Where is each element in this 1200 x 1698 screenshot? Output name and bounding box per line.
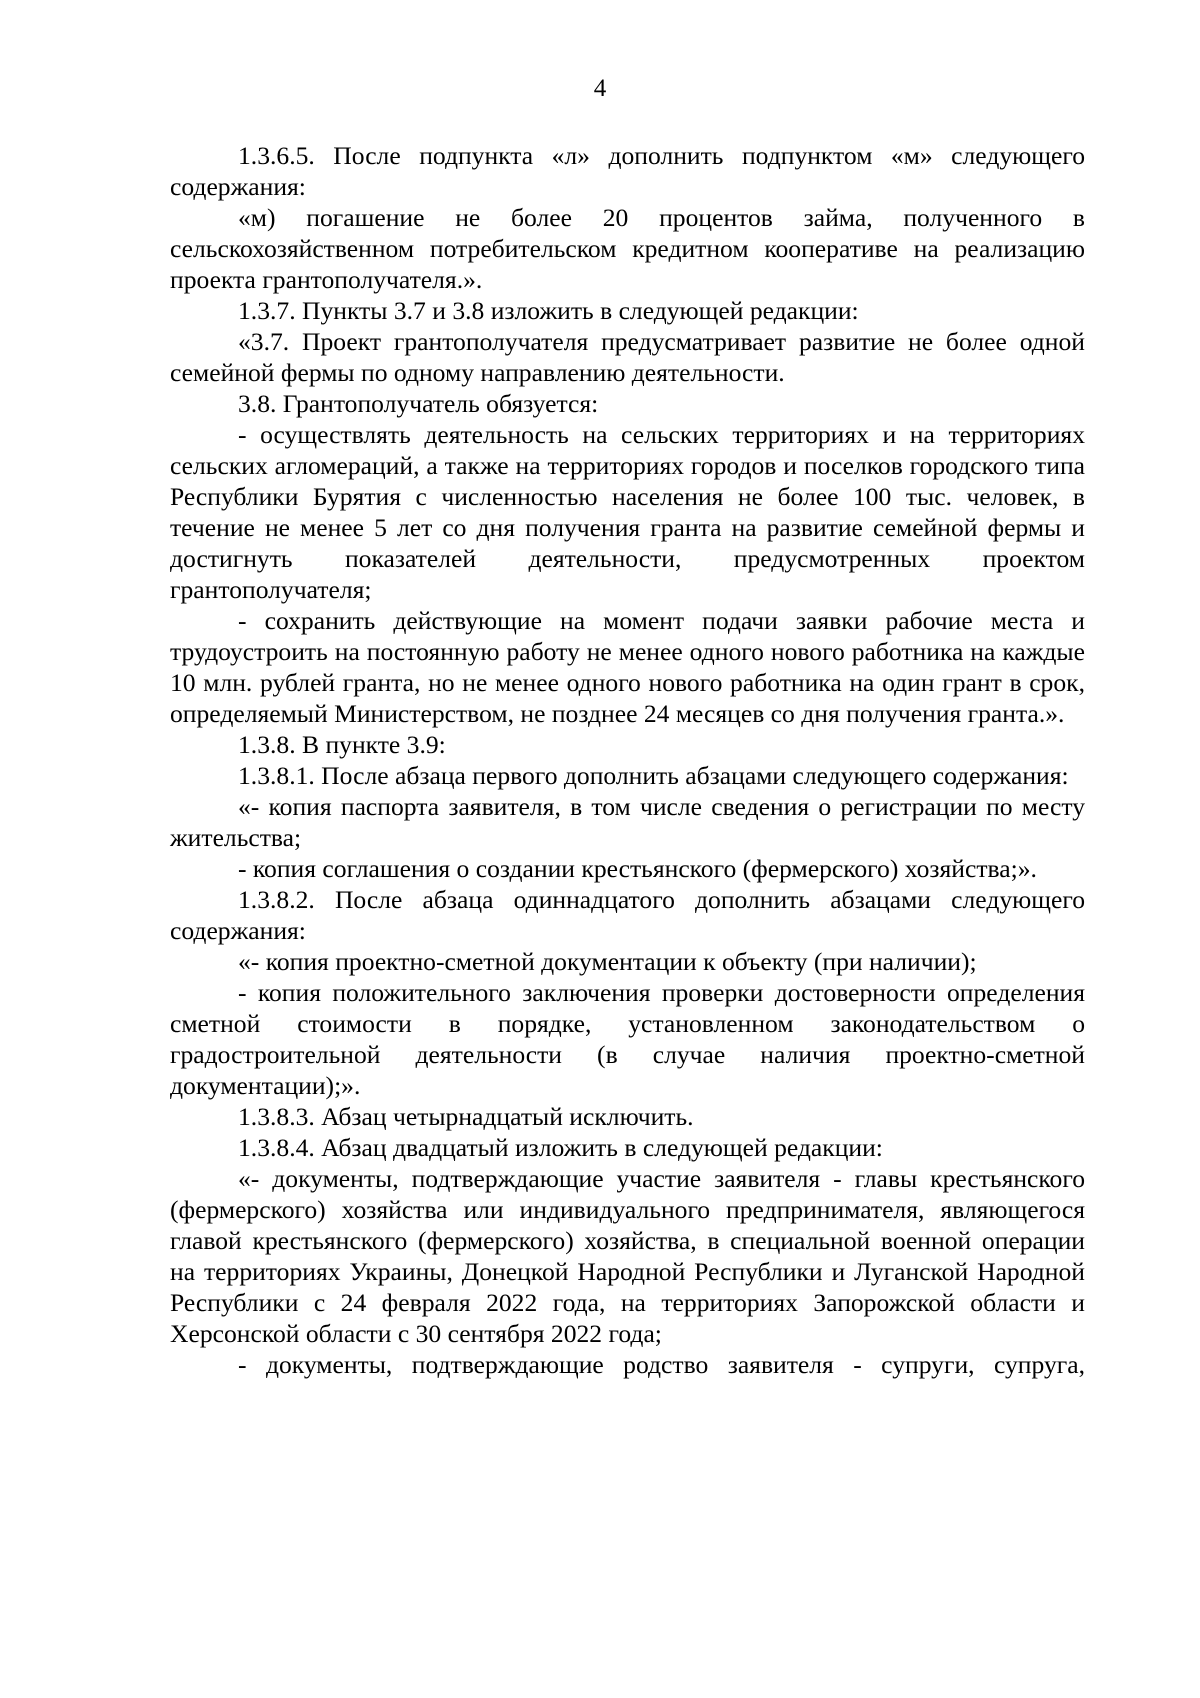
paragraph: - копия соглашения о создании крестьянского (фермерского) хозяйства;». xyxy=(238,854,1037,883)
paragraph: 1.3.6.5. После подпункта «л» дополнить подпунктом «м» следующего содержания: xyxy=(170,141,1085,201)
paragraph: «- копия паспорта заявителя, в том числе сведения о регистрации по месту жительства; xyxy=(170,792,1085,852)
paragraph: 3.8. Грантополучатель обязуется: xyxy=(238,389,599,418)
paragraph: 1.3.8.4. Абзац двадцатый изложить в следующей редакции: xyxy=(238,1133,883,1162)
paragraph: 1.3.8.2. После абзаца одиннадцатого дополнить абзацами следующего содержания: xyxy=(170,885,1085,945)
paragraph: «- документы, подтверждающие участие заявителя - главы крестьянского (фермерского) хозяйства или индивидуального предпринимателя, являющегося главой крестьянского (фермерского) хозяйства, в специальной военной операции на территориях Украины, Донецкой Народной Республики и Луганской Народной Республики с 24 февраля 2022 года, на территориях Запорожской области и Херсонской области с 30 сентября 2022 года; xyxy=(170,1164,1085,1348)
paragraph: - документы, подтверждающие родство заявителя - супруги, супруга, xyxy=(238,1350,1085,1379)
paragraph: 1.3.8.3. Абзац четырнадцатый исключить. xyxy=(238,1102,694,1131)
page-number: 4 xyxy=(593,75,607,102)
document-body xyxy=(170,140,1085,1380)
paragraph: «3.7. Проект грантополучателя предусматривает развитие не более одной семейной фермы по одному направлению деятельности. xyxy=(170,327,1085,387)
paragraph: - копия положительного заключения проверки достоверности определения сметной стоимости в порядке, установленном законодательством о градостроительной деятельности (в случае наличия проектно-сметной документации);». xyxy=(170,978,1085,1100)
paragraph: «- копия проектно-сметной документации к объекту (при наличии); xyxy=(238,947,977,976)
paragraph: 1.3.7. Пункты 3.7 и 3.8 изложить в следующей редакции: xyxy=(238,296,859,325)
paragraph: 1.3.8.1. После абзаца первого дополнить абзацами следующего содержания: xyxy=(238,761,1069,790)
paragraph: - сохранить действующие на момент подачи заявки рабочие места и трудоустроить на постоянную работу не менее одного нового работника на каждые 10 млн. рублей гранта, но не менее одного нового работника на один грант в срок, определяемый Министерством, не позднее 24 месяцев со дня получения гранта.». xyxy=(170,606,1085,728)
paragraph: «м) погашение не более 20 процентов займа, полученного в сельскохозяйственном потребительском кредитном кооперативе на реализацию проекта грантополучателя.». xyxy=(170,203,1085,294)
paragraph: 1.3.8. В пункте 3.9: xyxy=(238,730,446,759)
paragraph: - осуществлять деятельность на сельских территориях и на территориях сельских агломераций, а также на территориях городов и поселков городского типа Республики Бурятия с численностью населения не более 100 тыс. человек, в течение не менее 5 лет со дня получения гранта на развитие семейной фермы и достигнуть показателей деятельности, предусмотренных проектом грантополучателя; xyxy=(170,420,1085,604)
